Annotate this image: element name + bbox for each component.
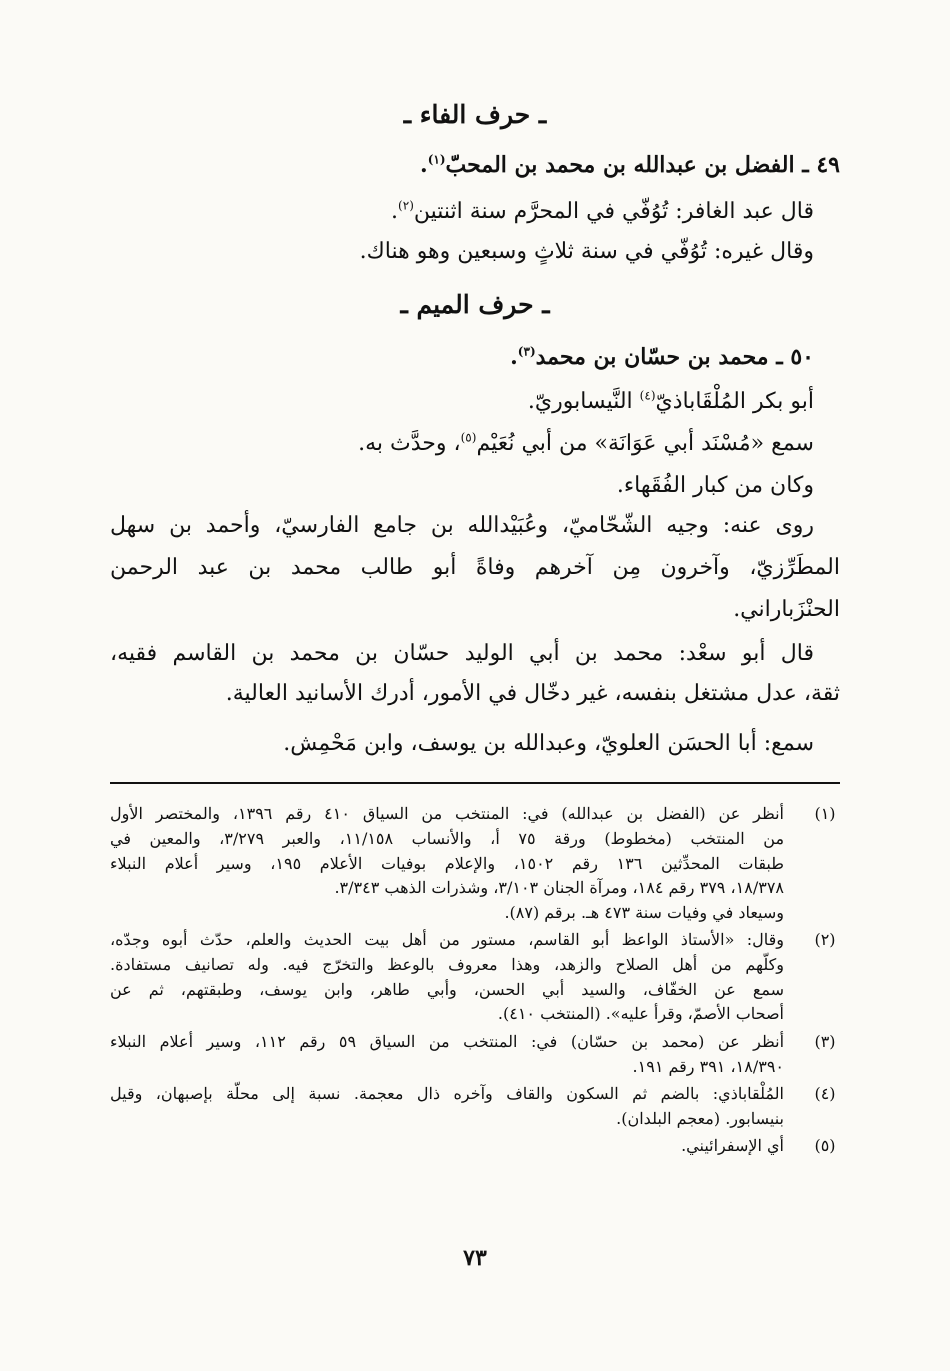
book-page <box>110 90 840 1330</box>
page-number: ٧٣ <box>463 1245 487 1271</box>
footnote-line <box>110 953 840 978</box>
footnote-ref-1[interactable]: (١) <box>427 152 446 167</box>
footnote-4 <box>110 1082 840 1132</box>
footnote-5 <box>110 1134 840 1159</box>
footnote-ref-2[interactable]: (٢) <box>398 198 414 213</box>
footnote-text: بنيسابور. (معجم البلدان). <box>616 1108 784 1128</box>
entry-50-line-8: ثقة، عدل مشتغل بنفسه، غير دخّال في الأمور، أدرك الأسانيد العالية. <box>225 681 840 706</box>
footnote-ref-3[interactable]: (٣) <box>517 344 536 359</box>
footnote-3 <box>110 1030 840 1080</box>
footnote-text: طبقات المحدِّثين ١٣٦ رقم ١٥٠٢، والإعلام بوفيات الأعلام ١٩٥، وسير أعلام النبلاء <box>110 853 784 873</box>
entry-50-title-text: ٥٠ ـ محمد بن حسّان بن محمد <box>535 344 814 370</box>
footnote-line <box>110 852 840 877</box>
footnote-text: وقال: «الأستاذ الواعظ أبو القاسم، مستور من أهل بيت الحديث والعلم، حدّث أبوه وجدّه، <box>110 930 784 949</box>
footnote-number: (٥) <box>814 1136 836 1155</box>
footnote-separator <box>110 782 840 784</box>
footnote-line <box>110 827 840 852</box>
footnote-text: أي الإسفرائيني. <box>681 1136 784 1155</box>
footnote-line <box>110 1002 840 1027</box>
entry-50-line-2 <box>110 430 814 458</box>
entry-50-line-6: الحنْزَباراني. <box>733 597 840 622</box>
footnote-line <box>110 1082 840 1107</box>
entry-50-line-2b: ، وحدَّث به. <box>358 431 461 456</box>
footnote-number: (١) <box>814 804 836 823</box>
footnote-number: (٤) <box>814 1084 836 1103</box>
section-heading-mim: ـ حرف الميم ـ <box>400 290 550 319</box>
entry-49-line-1: قال عبد الغافر: تُوُفّي في المحرَّم سنة اثنتين$^{(٢)}$. <box>391 198 814 224</box>
entry-50-line-2a: سمع «مُسْنَد أبي عَوَانَة» من أبي نُعَيْم <box>476 431 814 456</box>
section-heading-fa: ـ حرف الفاء ـ <box>403 100 547 129</box>
entry-50-line-1 <box>110 388 814 416</box>
footnote-text: ١٨/٣٧٨، ٣٧٩ رقم ١٨٤، ومرآة الجنان ٣/١٠٣، وشذرات الذهب ٣/٣٤٣. <box>334 878 784 898</box>
footnote-text: أنظر عن (الفضل بن عبدالله) في: المنتخب من السياق ٤١٠ رقم ١٣٩٦، والمختصر الأول <box>110 804 784 823</box>
footnote-text: من المنتخب (مخطوط) ورقة ٧٥ أ، والأنساب ١١/١٥٨، والعبر ٣/٢٧٩، والمعين في <box>110 828 785 848</box>
entry-50-line-3: وكان من كبار الفُقَهاء. <box>616 473 814 498</box>
entry-50-title: ٥٠ ـ محمد بن حسّان بن محمد$^{(٣)}$. <box>510 344 814 370</box>
entry-49-title-text: ٤٩ ـ الفضل بن عبدالله بن محمد بن المحبّ <box>445 152 840 178</box>
footnote-line <box>110 1055 840 1080</box>
entry-49-line-1-text: قال عبد الغافر: تُوُفّي في المحرَّم سنة اثنتين <box>413 199 814 224</box>
footnote-ref-5[interactable]: (٥) <box>460 430 477 445</box>
footnote-2 <box>110 928 840 1027</box>
footnote-text: أنظر عن (محمد بن حسّان) في: المنتخب من السياق ٥٩ رقم ١١٢، وسير أعلام النبلاء <box>110 1032 785 1051</box>
footnote-ref-4[interactable]: (٤) <box>639 388 656 403</box>
entry-50-line-5: المطَرِّزيّ، وآخرون مِن آخرهم وفاةً أبو طالب محمد بن عبد الرحمن <box>110 555 840 580</box>
footnote-line <box>110 901 840 926</box>
footnote-line <box>110 928 840 953</box>
entry-50-line-1b: النَّيسابوريّ. <box>527 389 640 414</box>
footnote-line <box>110 1134 840 1159</box>
entry-50-line-7: قال أبو سعْد: محمد بن أبي الوليد حسّان بن محمد بن القاسم فقيه، <box>110 641 814 666</box>
footnote-text: ١٨/٣٩٠، ٣٩١ رقم ١٩١. <box>632 1056 784 1076</box>
footnote-number: (٢) <box>814 930 836 949</box>
footnote-1 <box>110 802 840 926</box>
footnote-line <box>110 876 840 901</box>
footnote-text: المُلْقاباذي: بالضم ثم السكون والقاف وآخره ذال معجمة. نسبة إلى محلّة بإصبهان، وقيل <box>110 1084 784 1103</box>
footnote-line <box>110 1107 840 1132</box>
footnote-line <box>110 802 840 827</box>
entry-49-line-2: وقال غيره: تُوُفّي في سنة ثلاثٍ وسبعين وهو هناك. <box>359 239 814 264</box>
footnote-text: وسيعاد في وفيات سنة ٤٧٣ هـ. برقم (٨٧). <box>504 903 784 923</box>
footnote-line <box>110 1030 840 1055</box>
footnote-number: (٣) <box>814 1032 836 1051</box>
entry-50-line-1a: أبو بكر المُلْقَاباذيّ <box>655 389 814 414</box>
footnote-text: أصحاب الأصمّ، وقرأ عليه». (المنتخب ٤١٠). <box>497 1004 784 1024</box>
entry-49-title: ٤٩ ـ الفضل بن عبدالله بن محمد بن المحبّ$^{(١)}$. <box>420 152 840 178</box>
footnote-line <box>110 978 840 1003</box>
entry-50-line-9: سمع: أبا الحسَن العلويّ، وعبدالله بن يوسف، وابن مَحْمِش. <box>283 731 814 756</box>
footnote-text: سمع عن الخفّاف، والسيد أبي الحسن، وأبي طاهر، وابن يوسف، وطبقتهم، ثم عن <box>110 979 784 999</box>
footnote-text: وكلّهم من أهل الصلاح والزهد، وهذا معروف بالوعظ والتخرّج فيه. وله تصانيف مستفادة. <box>110 954 784 974</box>
entry-50-line-4: روى عنه: وجيه الشّحّاميّ، وعُبَيْدالله بن جامع الفارسيّ، وأحمد بن سهل <box>110 513 814 538</box>
